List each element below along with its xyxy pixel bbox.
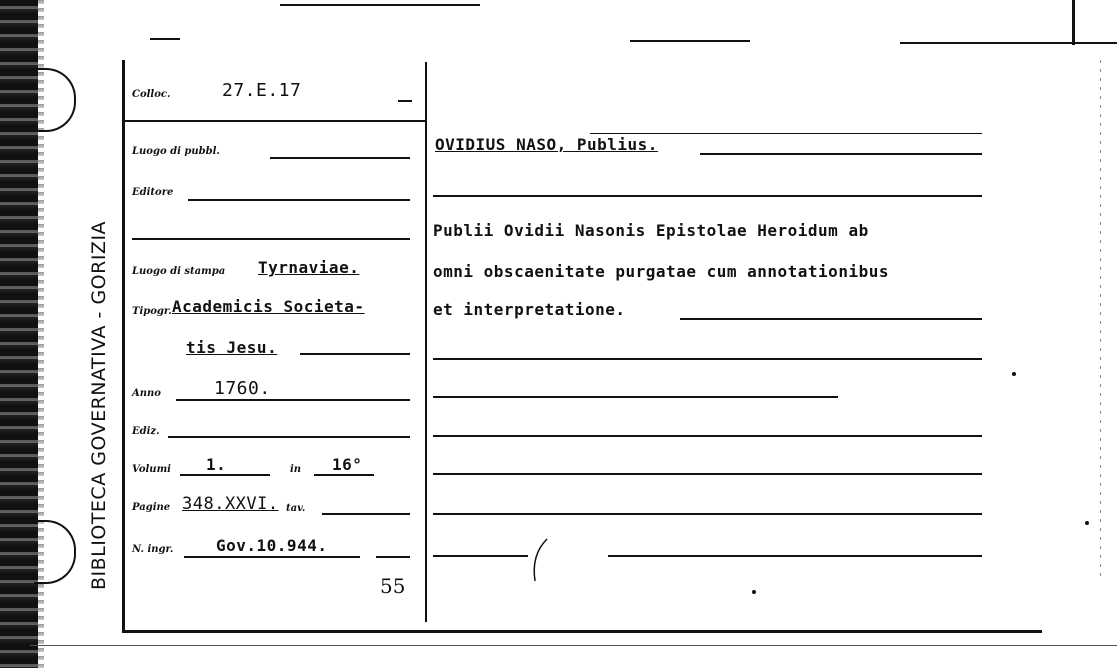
luogo-pubbl-line <box>270 157 410 159</box>
top-mark-1 <box>150 38 180 40</box>
n-ingr-line <box>184 556 360 558</box>
formato-line <box>314 474 374 476</box>
tipogr-label: Tipogr. <box>132 306 172 317</box>
card-edge-strip <box>0 0 38 668</box>
tipogr-value-1: Academicis Societa- <box>172 297 365 316</box>
colloc-label: Colloc. <box>132 89 171 100</box>
author-line <box>700 153 982 155</box>
top-right-edge <box>1072 0 1075 45</box>
editore-label: Editore <box>132 187 174 198</box>
luogo-pubbl-label: Luogo di pubbl. <box>132 146 220 157</box>
bottom-scan-line <box>30 645 1117 646</box>
column-divider <box>425 62 427 622</box>
handwritten-number: 55 <box>380 574 406 598</box>
top-mark-2 <box>280 4 480 6</box>
anno-value: 1760. <box>214 378 271 399</box>
editore-line-2 <box>132 238 410 240</box>
right-line-4 <box>433 396 838 398</box>
punch-hole-bottom <box>34 520 76 584</box>
right-line-1 <box>433 195 982 197</box>
pagine-value: 348.XXVI. <box>182 494 279 514</box>
ediz-line <box>168 436 410 438</box>
ediz-label: Ediz. <box>132 426 160 437</box>
volumi-label: Volumi <box>132 464 171 475</box>
top-mark-3 <box>630 40 750 42</box>
in-label: in <box>290 464 302 475</box>
formato-value: 16° <box>332 455 363 474</box>
speck-1 <box>1012 372 1016 376</box>
pencil-arc <box>525 535 555 585</box>
top-edge-line <box>900 42 1117 44</box>
n-ingr-label: N. ingr. <box>132 544 174 555</box>
title-line-3: et interpretatione. <box>433 300 626 319</box>
right-line-3 <box>433 358 982 360</box>
right-line-5 <box>433 435 982 437</box>
title-line-1: Publii Ovidii Nasonis Epistolae Heroidum ab <box>433 221 869 240</box>
right-line-6 <box>433 473 982 475</box>
volumi-value: 1. <box>206 455 227 474</box>
tipogr-value-2: tis Jesu. <box>186 338 278 357</box>
colloc-value: 27.E.17 <box>222 80 302 101</box>
luogo-stampa-value: Tyrnaviae. <box>258 258 360 277</box>
card-bottom-border <box>122 630 1042 633</box>
library-name: BIBLIOTECA GOVERNATIVA - GORIZIA <box>88 220 110 590</box>
tav-label: tav. <box>286 503 306 514</box>
anno-label: Anno <box>132 388 161 399</box>
anno-line <box>176 399 410 401</box>
punch-hole-top <box>34 68 76 132</box>
card-left-border <box>122 60 125 632</box>
right-line-2 <box>680 318 982 320</box>
n-ingr-value: Gov.10.944. <box>216 536 328 555</box>
right-line-7 <box>433 513 982 515</box>
right-line-0 <box>590 133 982 134</box>
right-line-8a <box>433 555 528 557</box>
right-line-8b <box>608 555 982 557</box>
author-heading: OVIDIUS NASO, Publius. <box>435 135 658 154</box>
n-ingr-line-2 <box>376 556 410 558</box>
pagine-line <box>322 513 410 515</box>
colloc-mark <box>398 100 412 102</box>
speck-3 <box>752 590 756 594</box>
right-edge-noise <box>1100 60 1101 580</box>
luogo-stampa-label: Luogo di stampa <box>132 266 226 277</box>
title-line-2: omni obscaenitate purgatae cum annotationibus <box>433 262 889 281</box>
volumi-line <box>180 474 270 476</box>
editore-line <box>188 199 410 201</box>
speck-2 <box>1085 521 1089 525</box>
pagine-label: Pagine <box>132 502 171 513</box>
colloc-divider <box>122 120 427 122</box>
tipogr-line <box>300 353 410 355</box>
